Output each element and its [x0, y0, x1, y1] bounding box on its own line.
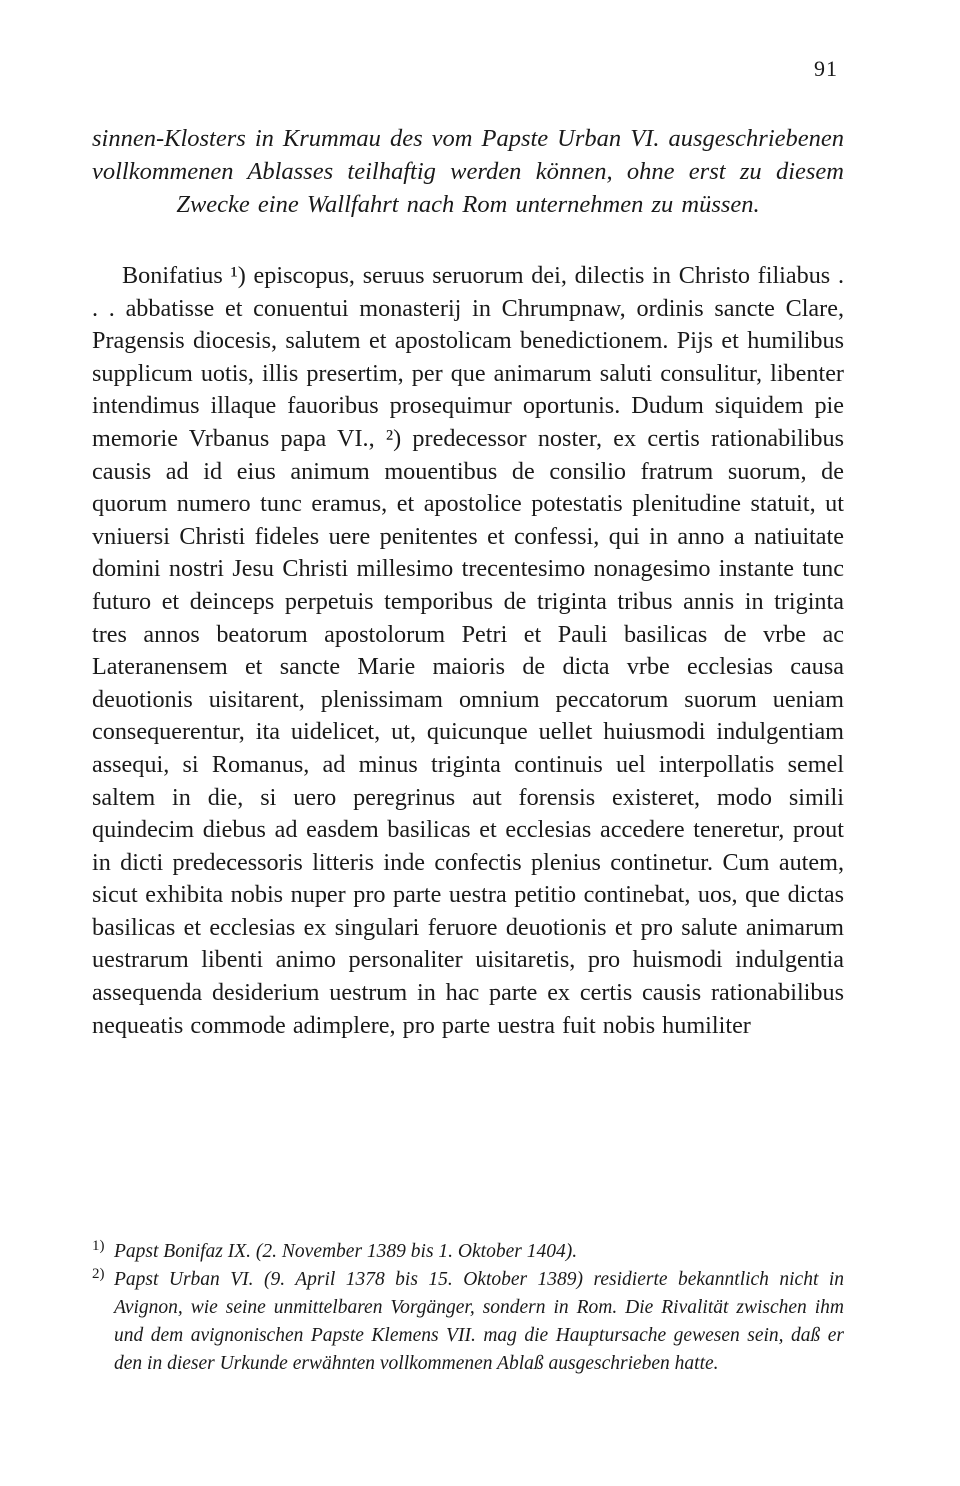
body-paragraph: Bonifatius ¹) episcopus, seruus seruorum dei, dilectis in Christo filiabus . . . abbatisse et conuentui monasterij in Chrumpnaw, ordinis sancte Clare, Pragensis diocesis, salutem et apostolicam benedictionem. Pijs et humilibus supplicum uotis, illis presertim, per que animarum saluti consulitur, libenter intendimus illaque fauoribus prosequimur oportunis. Dudum siquidem pie memorie Vrbanus papa VI., ²) predecessor noster, ex certis rationabilibus causis ad id eius animum mouentibus de consilio fratrum suorum, de quorum numero tunc eramus, et apostolice potestatis plenitudine statuit, ut vniuersi Christi fideles uere penitentes et confessi, qui in anno a natiuitate domini nostri Jesu Christi millesimo trecentesimo nonagesimo instante tunc futuro et deinceps perpetuis temporibus de triginta tribus annis in triginta tres annos beatorum apostolorum Petri et Pauli basilicas de vrbe ac Lateranensem et sancte Marie maioris de dicta vrbe ecclesias causa deuotionis uisitarent, plenissimam omnium peccatorum suorum ueniam consequerentur, ita uidelicet, ut, quicunque uellet huiusmodi indulgentiam assequi, si Romanus, ad minus triginta continuis uel interpollatis semel saltem in die, si uero peregrinus aut forensis existeret, modo simili quindecim diebus ad easdem basilicas et ecclesias accedere teneretur, prout in dicti predecessoris litteris inde confectis plenius continetur. Cum autem, sicut exhibita nobis nuper pro parte uestra petitio continebat, uos, que dictas basilicas et ecclesias ex singulari feruore deuotionis et pro salute animarum uestrarum libenti animo personaliter uisitaretis, pro huismodi indulgentia assequenda desiderium uestrum in hac parte ex certis causis rationabilibus nequeatis commode adimplere, pro parte uestra fuit nobis humiliter: [92, 262, 844, 1039]
footnote-2: 2) Papst Urban VI. (9. April 1378 bis 15. Oktober 1389) residierte bekanntlich nicht in Avignon, wie seine unmittelbaren Vorgänger, sondern in Rom. Die Rivalität zwischen ihm und dem avignonischen Papste Klemens VII. mag die Hauptursache gewesen sein, daß er den in dieser Urkunde erwähnten vollkommenen Ablaß ausgeschrieben hatte.: [92, 1265, 844, 1374]
footnote-text: Papst Urban VI. (9. April 1378 bis 15. Oktober 1389) residierte bekanntlich nicht in Avignon, wie seine unmittelbaren Vorgänger, sondern in Rom. Die Rivalität zwischen ihm und dem avignonischen Papste Klemens VII. mag die Hauptursache gewesen sein, daß er den in dieser Urkunde erwähnten vollkommenen Ablaß ausgeschrieben hatte.: [114, 1269, 844, 1374]
page-number: 91: [814, 56, 838, 81]
document-heading: sinnen-Klosters in Krummau des vom Papste Urban VI. ausgeschriebenen vollkommenen Ablasses teilhaftig werden können, ohne erst zu diesem Zwecke eine Wallfahrt nach Rom unternehmen zu müssen.: [92, 125, 844, 218]
footnote-text: Papst Bonifaz IX. (2. November 1389 bis 1. Oktober 1404).: [114, 1241, 578, 1262]
footnote-1: 1) Papst Bonifaz IX. (2. November 1389 bis 1. Oktober 1404).: [92, 1237, 578, 1262]
footnotes: [92, 1238, 844, 1378]
